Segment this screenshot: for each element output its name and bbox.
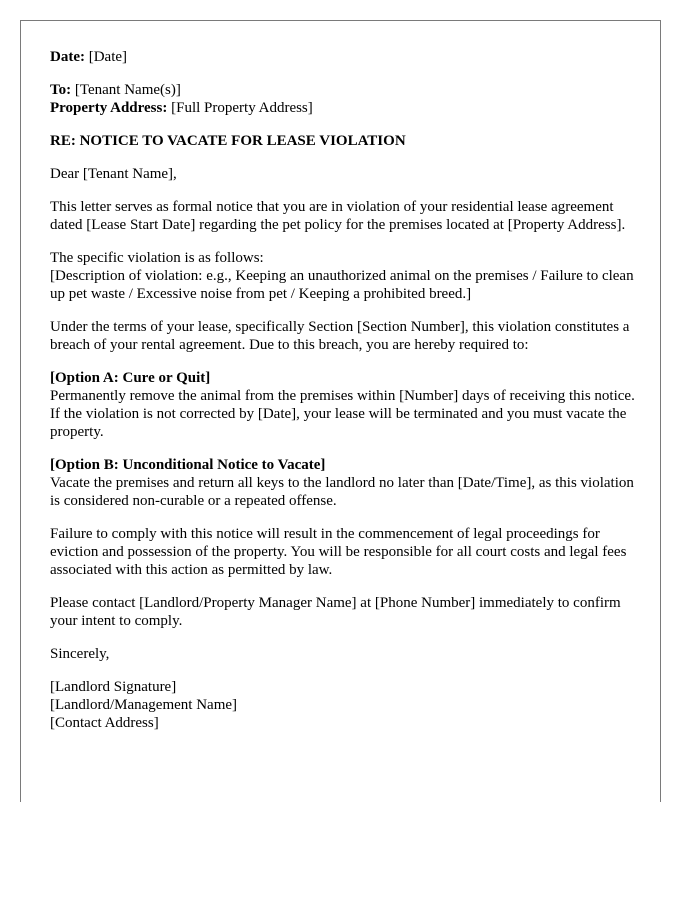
option-b-block bbox=[50, 456, 640, 510]
property-value: [Full Property Address] bbox=[171, 100, 313, 116]
intro-paragraph: This letter serves as formal notice that you are in violation of your residential lease agreement dated [Lease Start Date] regarding the pet policy for the premises located at [Property Address]. bbox=[50, 199, 626, 233]
date-line bbox=[50, 48, 640, 66]
salutation: Dear [Tenant Name], bbox=[50, 166, 177, 182]
closing: Sincerely, bbox=[50, 646, 110, 662]
to-value: [Tenant Name(s)] bbox=[74, 82, 181, 98]
violation-paragraph bbox=[50, 249, 640, 303]
contact-paragraph: Please contact [Landlord/Property Manager Name] at [Phone Number] immediately to confirm your intent to comply. bbox=[50, 595, 621, 629]
option-a-block bbox=[50, 369, 640, 441]
signature-line: [Landlord Signature] bbox=[50, 679, 177, 695]
to-line bbox=[50, 81, 640, 99]
option-b-text: Vacate the premises and return all keys to the landlord no later than [Date/Time], as this violation is considered non-curable or a repeated offense. bbox=[50, 475, 634, 509]
date-value: [Date] bbox=[88, 49, 128, 65]
property-line bbox=[50, 99, 640, 117]
option-b-title: [Option B: Unconditional Notice to Vacate] bbox=[50, 457, 326, 473]
date-label: Date: bbox=[50, 49, 85, 65]
failure-paragraph: Failure to comply with this notice will result in the commencement of legal proceedings for eviction and possession of the property. You will be responsible for all court costs and legal fees associated with this action as permitted by law. bbox=[50, 526, 627, 578]
signature-block bbox=[50, 678, 640, 732]
violation-intro: The specific violation is as follows: bbox=[50, 250, 264, 266]
option-a-text: Permanently remove the animal from the premises within [Number] days of receiving this notice. If the violation is not corrected by [Date], your lease will be terminated and you must vacate the property. bbox=[50, 388, 635, 440]
terms-paragraph: Under the terms of your lease, specifically Section [Section Number], this violation constitutes a breach of your rental agreement. Due to this breach, you are hereby required to: bbox=[50, 319, 630, 353]
property-label: Property Address: bbox=[50, 100, 168, 116]
letter-body bbox=[50, 48, 640, 747]
subject-heading: RE: NOTICE TO VACATE FOR LEASE VIOLATION bbox=[50, 133, 406, 149]
violation-description: [Description of violation: e.g., Keeping an unauthorized animal on the premises / Failure to clean up pet waste / Excessive noise from pet / Keeping a prohibited breed.] bbox=[50, 268, 634, 302]
letter-page bbox=[20, 20, 661, 802]
contact-address: [Contact Address] bbox=[50, 715, 159, 731]
recipient-block bbox=[50, 81, 640, 117]
to-label: To: bbox=[50, 82, 72, 98]
option-a-title: [Option A: Cure or Quit] bbox=[50, 370, 211, 386]
management-name: [Landlord/Management Name] bbox=[50, 697, 238, 713]
